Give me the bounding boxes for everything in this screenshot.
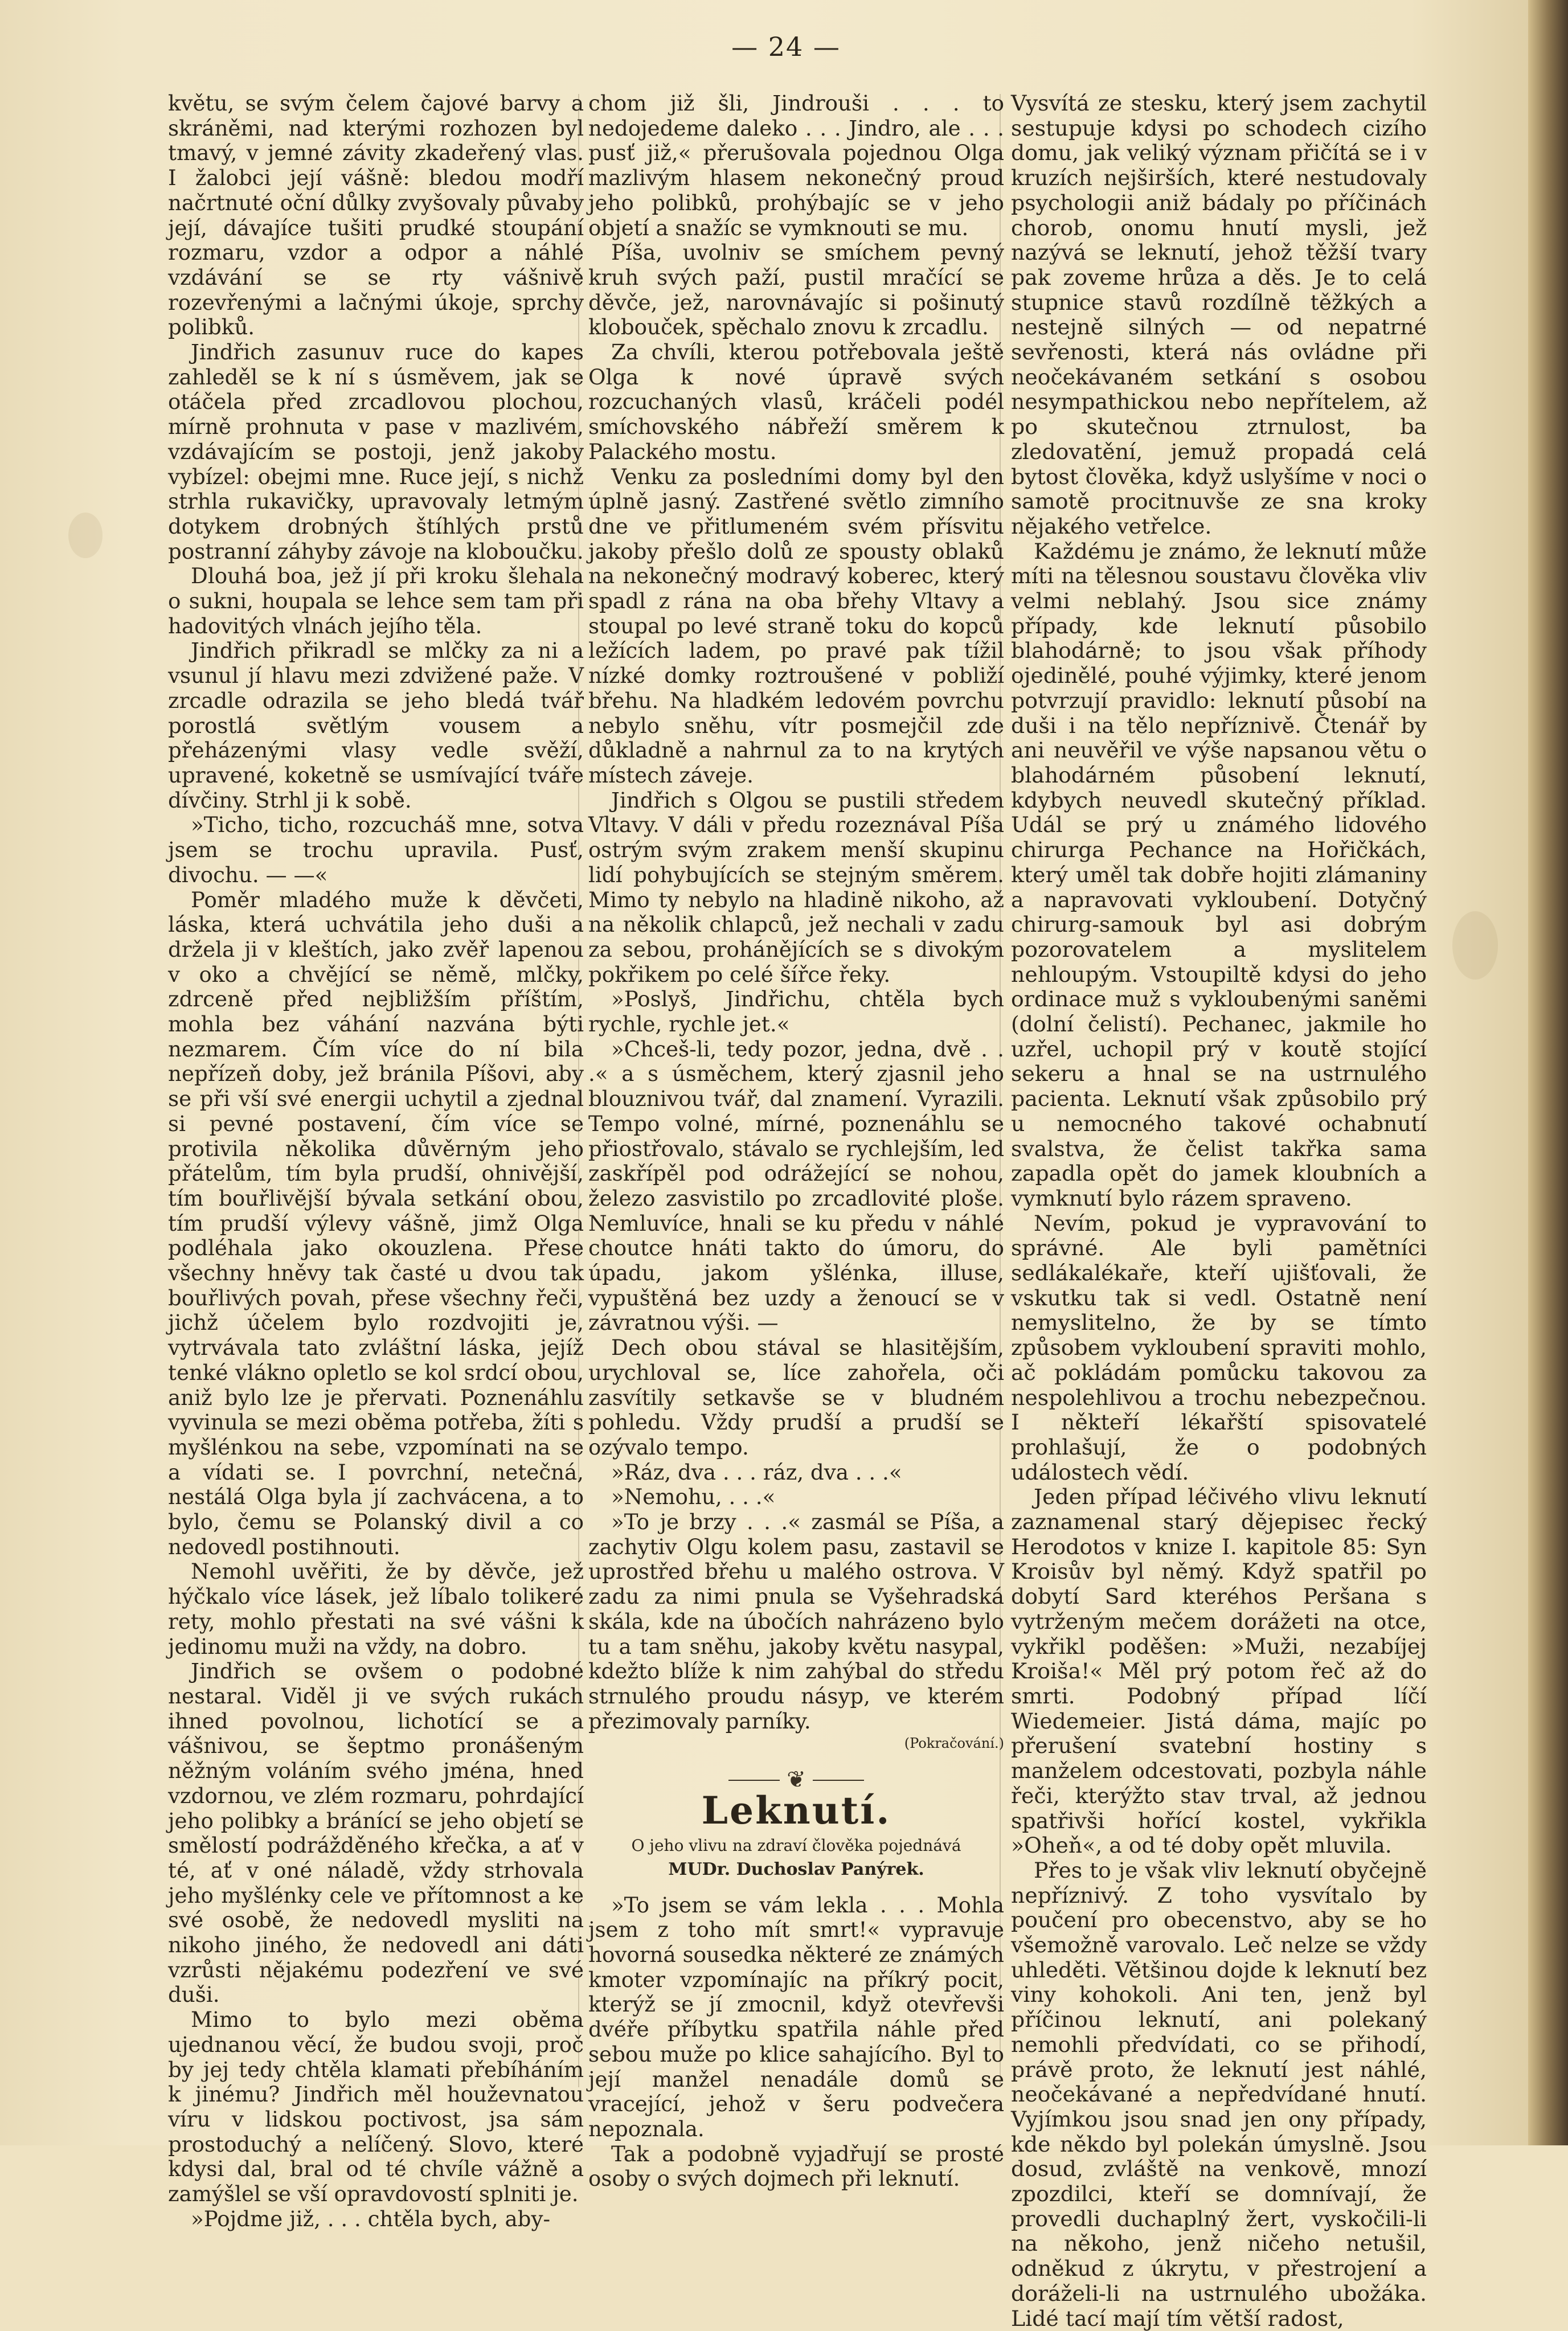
- paragraph: »Ticho, ticho, rozcucháš mne, sotva jsem se trochu upravila. Pusť, divochu. — —«: [168, 812, 584, 887]
- paragraph: Mimo to bylo mezi oběma ujednanou věcí, že budou svoji, proč by jej tedy chtěla klamati přebíháním k jinému? Jindřich měl houževnatou víru v lidskou poctivost, jsa sám prostoduchý a nelíčený. Slovo, které kdysi dal, bral od té chvíle vážně a zamýšlel se vší opravdovostí splniti je.: [168, 2007, 584, 2207]
- ornament-rule: [728, 1780, 780, 1781]
- article-subtitle: [588, 1834, 1004, 1882]
- paper-stain: [1452, 911, 1498, 980]
- ornament-rule: [813, 1780, 864, 1781]
- column-1: [168, 91, 584, 2231]
- article-subtitle-text: O jeho vlivu na zdraví člověka pojednává: [631, 1836, 961, 1855]
- paragraph: »To jsem se vám lekla . . . Mohla jsem z toho mít smrt!« vypravuje hovorná sousedka některé ze známých kmoter vzpomínajíc na příkrý pocit, kterýž se jí zmocnil, když otevřevši dvéře příbytku spatřila náhle před sebou muže po klice sahajícího. Byl to její manžel nenadále domů se vracející, jehož v šeru podvečera nepoznala.: [588, 1892, 1004, 2141]
- paragraph: Nemohl uvěřiti, že by děvče, jež hýčkalo více lásek, jež líbalo tolikeré rety, mohlo přestati na své vášni k jedinomu muži na vždy, na dobro.: [168, 1559, 584, 1659]
- paragraph: Každému je známo, že leknutí může míti na tělesnou soustavu člověka vliv velmi neblahý. Jsou sice známy případy, kde leknutí působilo blahodárně; to jsou však příhody ojedinělé, pouhé výjimky, které jenom potvrzují pravidlo: leknutí působí na duši i na tělo nepříznivě. Čtenář by ani neuvěřil ve výše napsanou větu o blahodárném působení leknutí, kdybych neuvedl skutečný příklad. Udál se prý u známého lidového chirurga Pechance na Hořičkách, který uměl tak dobře hojiti zlámaniny a napravovati vykloubení. Dotyčný chirurg-samouk byl asi dobrým pozorovatelem a myslitelem nehloupým. Vstoupiltě kdysi do jeho ordinace muž s vykloubenými saněmi (dolní čelistí). Pechanec, jakmile ho uzřel, uchopil prý v koutě stojící sekeru a hnal se na ustrnulého pacienta. Leknutí však způsobilo prý u nemocného takové ochabnutí svalstva, že čelist takřka sama zapadla opět do jamek kloubních a vymknutí bylo rázem spraveno.: [1011, 538, 1427, 1211]
- column-3: [1011, 91, 1427, 2331]
- paragraph: »Poslyš, Jindřichu, chtěla bych rychle, rychle jet.«: [588, 986, 1004, 1037]
- paragraph: »Pojdme již, . . . chtěla bych, aby-: [191, 2206, 551, 2231]
- paragraph: Venku za posledními domy byl den úplně jasný. Zastřené světlo zimního dne ve přitlumeném svém přísvitu jakoby přešlo dolů ze spousty oblaků na nekonečný modravý koberec, který spadl z rána na oba břehy Vltavy a stoupal po levé straně toku do kopců ležících ladem, po pravé pak tížil nízké domky roztroušené v pobliží břehu. Na hladkém ledovém povrchu nebylo sněhu, vítr posmejčil zde důkladně a nahrnul za to na krytých místech záveje.: [588, 464, 1004, 788]
- paragraph: květu, se svým čelem čajové barvy a skráněmi, nad kterými rozhozen byl tmavý, v jemné závity zkadeřený vlas. I žalobci její vášně: bledou modří načrtnuté oční důlky zvyšovaly půvaby její, dávajíce tušiti prudké stoupání rozmaru, vzdor a odpor a náhlé vzdávání se se rty vášnivě rozevřenými a lačnými úkoje, sprchy polibků.: [168, 91, 584, 340]
- article-title: Leknutí.: [701, 1788, 891, 1833]
- paragraph: Píša, uvolniv se smíchem pevný kruh svých paží, pustil mračící se děvče, jež, narovnávajíc si pošinutý klobouček, spěchalo znovu k zrcadlu.: [588, 240, 1004, 340]
- paragraph: Jindřich se ovšem o podobné nestaral. Viděl ji ve svých rukách ihned povolnou, lichotící se a vášnivou, se šeptmo pronášeným něžným voláním svého jména, hned vzdornou, ve zlém rozmaru, pohrdající jeho polibky a bránící se jeho objetí se smělostí podrážděného křečka, a ať v té, ať v oné náladě, vždy strhovala jeho myšlénky cele ve přítomnost a ke své osobě, že nedovedl mysliti na nikoho jiného, že nedovedl ani dáti vzrůsti nějakému podezření ve své duši.: [168, 1658, 584, 2008]
- paragraph: Tak a podobně vyjadřují se prosté osoby o svých dojmech při leknutí.: [588, 2141, 1004, 2191]
- binding-edge: [1528, 0, 1568, 2145]
- paragraph: »Chceš-li, tedy pozor, jedna, dvě . . .« a s úsměchem, který zjasnil jeho blouznivou tvář, dal znamení. Vyrazili. Tempo volné, mírné, poznenáhlu se přiostřovalo, stávalo se rychlejším, led zaskřípěl pod odrážející se nohou, železo zasvistilo po zrcadlovité ploše. Nemluvíce, hnali se ku předu v náhlé choutce hnáti takto do úmoru, do úpadu, jakom yšlénka, illuse, vypuštěná bez uzdy a ženoucí se v závratnou výši. —: [588, 1036, 1004, 1335]
- paragraph: Jindřich zasunuv ruce do kapes zahleděl se k ní s úsměvem, jak se otáčela před zrcadlovou plochou, mírně prohnuta v pase v mazlivém, vzdávajícím se postoji, jenž jakoby vybízel: obejmi mne. Ruce její, s nichž strhla rukavičky, upravovaly letmým dotykem drobných štíhlých prstů postranní záhyby závoje na kloboučku.: [168, 339, 584, 564]
- paragraph: Dlouhá boa, jež jí při kroku šlehala o sukni, houpala se lehce sem tam při hadovitých vlnách jejího těla.: [168, 563, 584, 638]
- column-2: [588, 91, 1004, 2191]
- paragraph: »To je brzy . . .« zasmál se Píša, a zachytiv Olgu kolem pasu, zastavil se uprostřed břehu u malého ostrova. V zadu za nimi pnula se Vyšehradská skála, kde na úbočích nahrázeno bylo tu a tam sněhu, jakoby květu nasypal, kdežto blíže k nim zahýbal do středu strnulého proudu násyp, ve kterém přezimovaly parníky.: [588, 1509, 1004, 1734]
- article-author: MUDr. Duchoslav Panýrek.: [668, 1859, 924, 1879]
- paper-stain: [68, 513, 103, 558]
- page-number: — 24 —: [731, 31, 841, 62]
- paragraph: Za chvíli, kterou potřebovala ještě Olga k nové úpravě svých rozcuchaných vlasů, kráčeli podél smíchovského nábřeží směrem k Palackého mostu.: [588, 339, 1004, 464]
- paragraph: Poměr mladého muže k děvčeti, láska, která uchvátila jeho duši a držela ji v kleštích, jako zvěř lapenou v oko a chvějící se němě, mlčky, zdrceně před nejbližším příštím, mohla bez váhání nazvána býti nezmarem. Čím více do ní bila nepřízeň doby, jež bránila Píšovi, aby se při vší své energii uchytil a zjednal si pevné postavení, čím více se protivila několika důvěrným jeho přátelům, tím byla prudší, ohnivější, tím bouřlivější bývala setkání obou, tím prudší výlevy vášně, jimž Olga podléhala jako okouzlena. Přese všechny hněvy tak časté u dvou tak bouřlivých povah, přese všechny řeči, jichž účelem bylo rozdvojiti je, vytrvávala tato zvláštní láska, jejíž tenké vlákno opletlo se kol srdcí obou, aniž bylo lze je přervati. Poznenáhlu vyvinula se mezi oběma potřeba, žíti s myšlénkou na sebe, vzpomínati na se a vídati se. I povrchní, netečná, nestálá Olga byla jí zachvácena, a to bylo, čemu se Polanský divil a co nedovedl postihnouti.: [168, 887, 584, 1559]
- paragraph: Vysvítá ze stesku, který jsem zachytil sestupuje kdysi po schodech cizího domu, jak veliký význam přičítá se i v kruzích nejširších, které nestudovaly psychologii aniž bádaly po příčinách chorob, onomu hnutí mysli, jež nazývá se leknutí, jehož těžší tvary pak zoveme hrůza a děs. Je to celá stupnice stavů rozdílně těžkých a nestejně silných — od nepatrné sevřenosti, která nás ovládne při neočekávaném setkání s osobou nesympathickou nebo nepřítelem, až po skutečnou ztrnulost, ba zledovatění, jemuž propadá celá bytost člověka, když uslyšíme v noci o samotě procitnuvše ze sna kroky nějakého vetřelce.: [1011, 91, 1427, 539]
- paragraph: Dech obou stával se hlasitějším, urychloval se, líce zahořela, oči zasvítily setkavše se v bludném pohledu. Vždy prudší a prudší se ozývalo tempo.: [588, 1335, 1004, 1460]
- fleuron-icon: ❦: [787, 1767, 806, 1793]
- paragraph: Jindřich s Olgou se pustili středem Vltavy. V dáli v předu rozeznával Píša ostrým svým zrakem menší skupinu lidí pohybujících se stejným směrem. Mimo ty nebylo na hladině nikoho, až na několik chlapců, jež nechali v zadu za sebou, prohánějících se s divokým pokřikem po celé šířce řeky.: [588, 787, 1004, 987]
- paragraph: Jeden případ léčivého vlivu leknutí zaznamenal starý dějepisec řecký Herodotos v knize I. kapitole 85: Syn Kroisův byl němý. Když spatřil po dobytí Sard kteréhos Peršana s vytrženým mečem dorážeti na otce, vykřikl poděšen: »Muži, nezabíjej Kroiša!« Měl prý potom řeč až do smrti. Podobný případ líčí Wiedemeier. Jistá dáma, majíc po přerušení svatební hostiny s manželem odcestovati, pozbyla náhle řeči, kterýžto stav trval, až jednou spatřivši hořící kostel, vykřikla »Oheň«, a od té doby opět mluvila.: [1011, 1484, 1427, 1858]
- paragraph: »Nemohu, . . .«: [611, 1484, 776, 1510]
- paragraph: chom již šli, Jindrouši . . . to nedojedeme daleko . . . Jindro, ale . . . pusť již,« přerušovala pojednou Olga mazlivým hlasem nekonečný proud jeho polibků, prohýbajíc se v jeho objetí a snažíc se vymknouti se mu.: [588, 91, 1004, 240]
- paragraph: Nevím, pokud je vypravování to správné. Ale byli pamětníci sedlákalékaře, kteří ujišťovali, že vskutku tak si vedl. Ostatně není nemyslitelno, že by se tímto způsobem vykloubení spraviti mohlo, ač pokládám pomůcku takovou za nespolehlivou a trochu nebezpečnou. I někteří lékařští spisovatelé prohlašují, že o podobných událostech vědí.: [1011, 1210, 1427, 1485]
- paragraph: Jindřich přikradl se mlčky za ni a vsunul jí hlavu mezi zdvižené paže. V zrcadle odrazila se jeho bledá tvář porostlá světlým vousem a přeházenými vlasy vedle svěží, upravené, koketně se usmívající tváře dívčiny. Strhl ji k sobě.: [168, 638, 584, 813]
- continued-note: (Pokračování.): [904, 1735, 1004, 1752]
- paragraph: Přes to je však vliv leknutí obyčejně nepříznivý. Z toho vysvítalo by poučení pro obecenstvo, aby se ho všemožně varovalo. Leč nelze se vždy uhleděti. Většinou dojde k leknutí bez viny kohokoli. Ani ten, jenž byl příčinou leknutí, ani polekaný nemohli předvídati, co se přihodí, právě proto, že leknutí jest náhlé, neočekávané a nepředvídané hnutí. Vyjímkou jsou snad jen ony případy, kde někdo byl polekán úmyslně. Jsou dosud, zvláště na venkově, mnozí zpozdilci, kteří se domnívají, že provedli duchaplný žert, vyskočili-li na někoho, jenž ničeho netušil, odněkud z úkrytu, v přestrojení a doráželi-li na ustrnulého ubožáka. Lidé tací mají tím větší radost,: [1011, 1857, 1427, 2331]
- paragraph: »Ráz, dva . . . ráz, dva . . .«: [611, 1459, 902, 1485]
